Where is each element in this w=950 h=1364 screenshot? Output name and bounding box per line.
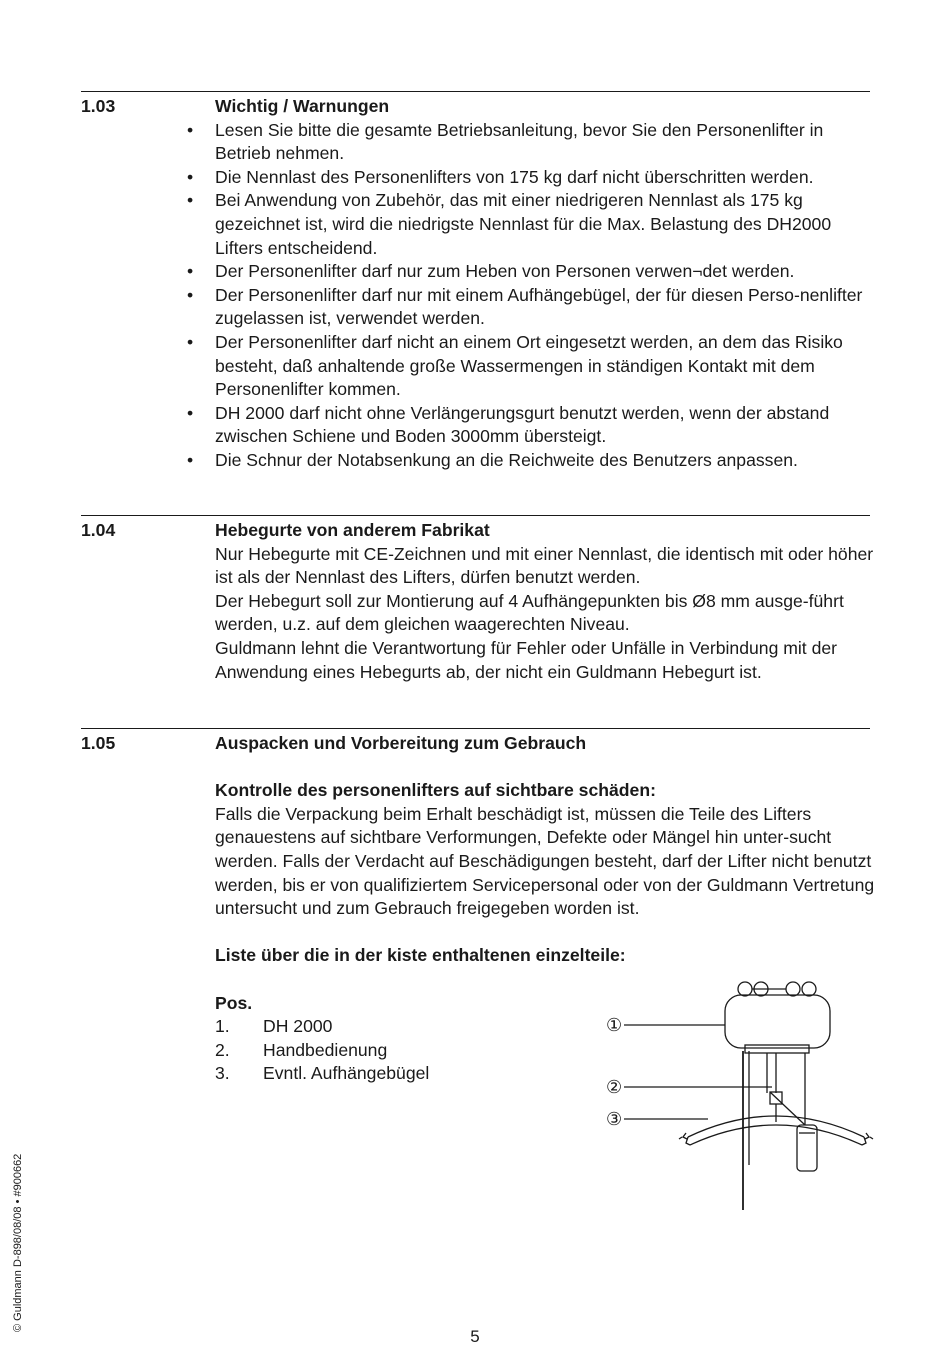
bullet-icon: • xyxy=(187,402,194,423)
warning-list xyxy=(187,119,875,473)
list-item-text: Der Personenlifter darf nur zum Heben von Personen verwen¬det werden. xyxy=(215,261,795,282)
bullet-icon: • xyxy=(187,166,194,187)
section-1-05 xyxy=(81,728,875,1084)
list-item-text: Die Nennlast des Personenlifters von 175 kg darf nicht überschritten werden. xyxy=(215,166,814,187)
list-item xyxy=(187,260,875,284)
callout-1-icon: ① xyxy=(606,1015,623,1036)
section-1-04 xyxy=(81,515,874,682)
item-number: 1. xyxy=(215,1016,230,1037)
subheading-parts-list: Liste über die in der kiste enthaltenen einzelteile: xyxy=(215,945,626,966)
item-label: Handbedienung xyxy=(263,1039,388,1060)
list-item xyxy=(187,189,875,260)
roller-icon xyxy=(738,982,752,996)
subheading-damage-check: Kontrolle des personenlifters auf sichtbare schäden: xyxy=(215,780,656,801)
pos-label: Pos. xyxy=(215,992,253,1013)
list-item-text: Lesen Sie bitte die gesamte Betriebsanleitung, bevor Sie den Personenlifter in Betrieb nehmen. xyxy=(215,119,824,164)
bullet-icon: • xyxy=(187,331,194,352)
section-title: Hebegurte von anderem Fabrikat xyxy=(215,520,490,540)
list-item xyxy=(187,402,875,449)
section-content xyxy=(187,95,875,473)
item-label: DH 2000 xyxy=(263,1016,333,1037)
callout-3-icon: ③ xyxy=(606,1109,623,1130)
roller-icon xyxy=(802,982,816,996)
section-number: 1.03 xyxy=(81,96,116,116)
bullet-icon: • xyxy=(187,449,194,470)
section-1-03 xyxy=(81,91,870,470)
list-item-text: Der Personenlifter darf nur mit einem Aufhängebügel, der für diesen Perso-nenlifter zugelassen ist, verwendet werden. xyxy=(215,284,863,329)
copyright-note: © Guldmann D-898/08/08 • #900662 xyxy=(12,1153,24,1332)
list-item xyxy=(187,166,875,190)
list-item xyxy=(187,449,875,473)
bullet-icon: • xyxy=(187,261,194,282)
section-title: Auspacken und Vorbereitung zum Gebrauch xyxy=(215,733,587,753)
lifter-motor-icon xyxy=(725,995,830,1048)
paragraph: Falls die Verpackung beim Erhalt beschädigt ist, müssen die Teile des Lifters genauestens auf sichtbare Verformungen, Defekte oder Mängel hin unter-sucht werden. Falls der Verdacht auf Beschädigungen besteht, darf der Lifter nicht benutzt werden, bis er von qualifiziertem Servicepersonal oder von der Guldmann Vertretung untersucht und zum Gebrauch freigegeben worden ist. xyxy=(215,803,875,919)
item-number: 3. xyxy=(215,1063,230,1084)
item-label: Evntl. Aufhängebügel xyxy=(263,1063,430,1084)
item-number: 2. xyxy=(215,1039,230,1060)
lifter-figure xyxy=(600,975,890,1220)
section-number: 1.04 xyxy=(81,520,116,540)
list-item-text: Die Schnur der Notabsenkung an die Reichweite des Benutzers anpassen. xyxy=(215,449,798,470)
page-number: 5 xyxy=(470,1327,480,1346)
section-content xyxy=(215,519,875,684)
section-title: Wichtig / Warnungen xyxy=(215,96,390,116)
list-item-text: Der Personenlifter darf nicht an einem Ort eingesetzt werden, an dem das Risiko besteht, daß anhaltende große Wassermengen in ständigen Kontakt mit dem Personenlifter kommen. xyxy=(215,331,843,400)
list-item-text: Bei Anwendung von Zubehör, das mit einer niedrigeren Nennlast als 175 kg gezeichnet ist, wird die niedrigste Nennlast für die Max. Belastung des DH2000 Lifters entscheidend. xyxy=(215,190,832,258)
bullet-icon: • xyxy=(187,119,194,140)
bullet-icon: • xyxy=(187,284,194,305)
hand-control-icon xyxy=(797,1125,817,1171)
list-item xyxy=(187,331,875,402)
paragraph: Nur Hebegurte mit CE-Zeichnen und mit einer Nennlast, die identisch mit oder höher ist als der Nennlast des Lifters, dürfen benutzt werden. xyxy=(215,543,874,588)
section-number: 1.05 xyxy=(81,733,116,753)
bullet-icon: • xyxy=(187,190,194,211)
paragraph: Guldmann lehnt die Verantwortung für Fehler oder Unfälle in Verbindung mit der Anwendung eines Hebegurts ab, der nicht ein Guldmann Hebegurt ist. xyxy=(215,637,838,682)
callout-2-icon: ② xyxy=(606,1077,623,1098)
list-item xyxy=(187,284,875,331)
list-item-text: DH 2000 darf nicht ohne Verlängerungsgurt benutzt werden, wenn der abstand zwischen Schiene und Boden 3000mm übersteigt. xyxy=(215,402,830,447)
list-item xyxy=(187,119,875,166)
paragraph: Der Hebegurt soll zur Montierung auf 4 Aufhängepunkten bis Ø8 mm ausge-führt werden, u.z. auf dem gleichen waagerechten Niveau. xyxy=(215,590,844,635)
roller-icon xyxy=(786,982,800,996)
